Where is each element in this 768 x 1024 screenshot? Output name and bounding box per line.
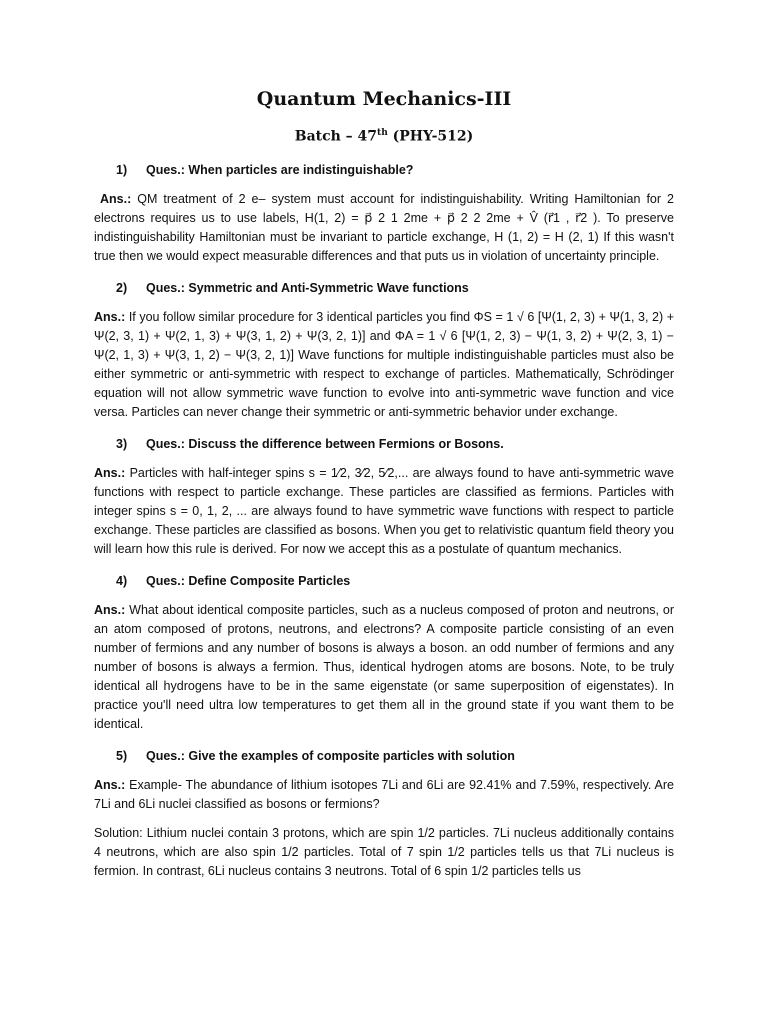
answer-label: Ans.: bbox=[94, 778, 126, 792]
answer-4 bbox=[94, 601, 674, 734]
answer-text: Particles with half-integer spins s = 1⁄2, 3⁄2, 5⁄2,... are always found to have anti-symmetric wave functions with respect to particle exchange. These particles are classified as fermions. Particles with integer spins s = 0, 1, 2, ... are always found to have symmetric wave functions with respect to particle exchange. These particles are classified as bosons. When you get to relativistic quantum field theory you will learn how this rule is derived. For now we accept this as a postulate of quantum mechanics. bbox=[94, 466, 674, 556]
question-number: 3) bbox=[116, 437, 128, 451]
question-number: 1) bbox=[116, 163, 128, 177]
document-title: Quantum Mechanics-III bbox=[256, 88, 512, 110]
batch-line bbox=[94, 128, 674, 148]
question-text: Ques.: Discuss the difference between Fermions or Bosons. bbox=[146, 437, 504, 451]
solution-paragraph bbox=[94, 824, 674, 881]
answer-3 bbox=[94, 464, 674, 559]
question-number: 4) bbox=[116, 574, 128, 588]
answer-text: Example- The abundance of lithium isotopes 7Li and 6Li are 92.41% and 7.59%, respectively. Are 7Li and 6Li nuclei classified as bosons or fermions? bbox=[94, 778, 675, 811]
answer-2 bbox=[94, 308, 674, 422]
answer-1 bbox=[94, 190, 674, 266]
question-text: Ques.: When particles are indistinguishable? bbox=[146, 163, 414, 177]
question-2 bbox=[94, 278, 674, 298]
batch-prefix: Batch – 47 bbox=[294, 128, 378, 145]
answer-text: QM treatment of 2 e– system must account for indistinguishability. Writing Hamiltonian for 2 electrons requires us to use labels, H(1, 2) = p⃗ 2 1 2me + p⃗ 2 2 2me + V̂ (r⃗1 , r⃗2 ). To preserve indistinguishability Hamiltonian must be invariant to particle exchange, H (1, 2) = H (2, 1) If this wasn't true then we would expect measurable differences and that puts us in violation of uncertainty principle. bbox=[94, 192, 674, 263]
answer-text: What about identical composite particles, such as a nucleus composed of proton and neutrons, or an atom composed of protons, neutrons, and electrons? A composite particle consisting of an even number of fermions and any number of bosons is always a boson. an odd number of fermions and any number of bosons is always a fermion. Thus, identical hydrogen atoms are bosons. Note, to be truly identical all hydrogens have to be in the same eigenstate (or same superposition of eigenstates). In practice you'll need ultra low temperatures to get them all in the ground state if you want them to be identical. bbox=[94, 603, 674, 731]
answer-5 bbox=[94, 776, 674, 814]
question-1 bbox=[94, 160, 674, 180]
answer-label: Ans.: bbox=[94, 310, 126, 324]
batch-superscript: th bbox=[377, 128, 388, 138]
answer-label: Ans.: bbox=[94, 603, 126, 617]
question-number: 5) bbox=[116, 749, 128, 763]
question-4 bbox=[94, 571, 674, 591]
answer-label: Ans.: bbox=[94, 466, 126, 480]
answer-label: Ans.: bbox=[100, 192, 132, 206]
question-text: Ques.: Give the examples of composite particles with solution bbox=[146, 749, 515, 763]
solution-label: Solution: bbox=[94, 826, 143, 840]
question-3 bbox=[94, 434, 674, 454]
question-text: Ques.: Symmetric and Anti-Symmetric Wave functions bbox=[146, 281, 469, 295]
answer-text: If you follow similar procedure for 3 identical particles you find ΦS = 1 √ 6 [Ψ(1, 2, 3) + Ψ(1, 3, 2) + Ψ(2, 3, 1) + Ψ(2, 1, 3) + Ψ(3, 1, 2) + Ψ(3, 2, 1)] and ΦA = 1 √ 6 [Ψ(1, 2, 3) − Ψ(1, 3, 2) + Ψ(2, 3, 1) − Ψ(2, 1, 3) + Ψ(3, 1, 2) − Ψ(3, 2, 1)] Wave functions for multiple indistinguishable particles must also be either symmetric or anti-symmetric with respect to exchange of particles. Mathematically, Schrödinger equation will not allow symmetric wave function to evolve into anti-symmetric wave function and vice versa. Particles can never change their symmetric or anti-symmetric behavior under exchange. bbox=[94, 310, 674, 419]
question-text: Ques.: Define Composite Particles bbox=[146, 574, 351, 588]
solution-text: Lithium nuclei contain 3 protons, which are spin 1/2 particles. 7Li nucleus additionally contains 4 neutrons, which are also spin 1/2 particles. Total of 7 spin 1/2 particles tells us that 7Li nucleus is fermion. In contrast, 6Li nucleus contains 3 neutrons. Total of 6 spin 1/2 particles tells us bbox=[94, 826, 674, 878]
batch-course-code: (PHY-512) bbox=[387, 128, 474, 145]
question-5 bbox=[94, 746, 674, 766]
question-number: 2) bbox=[116, 281, 128, 295]
